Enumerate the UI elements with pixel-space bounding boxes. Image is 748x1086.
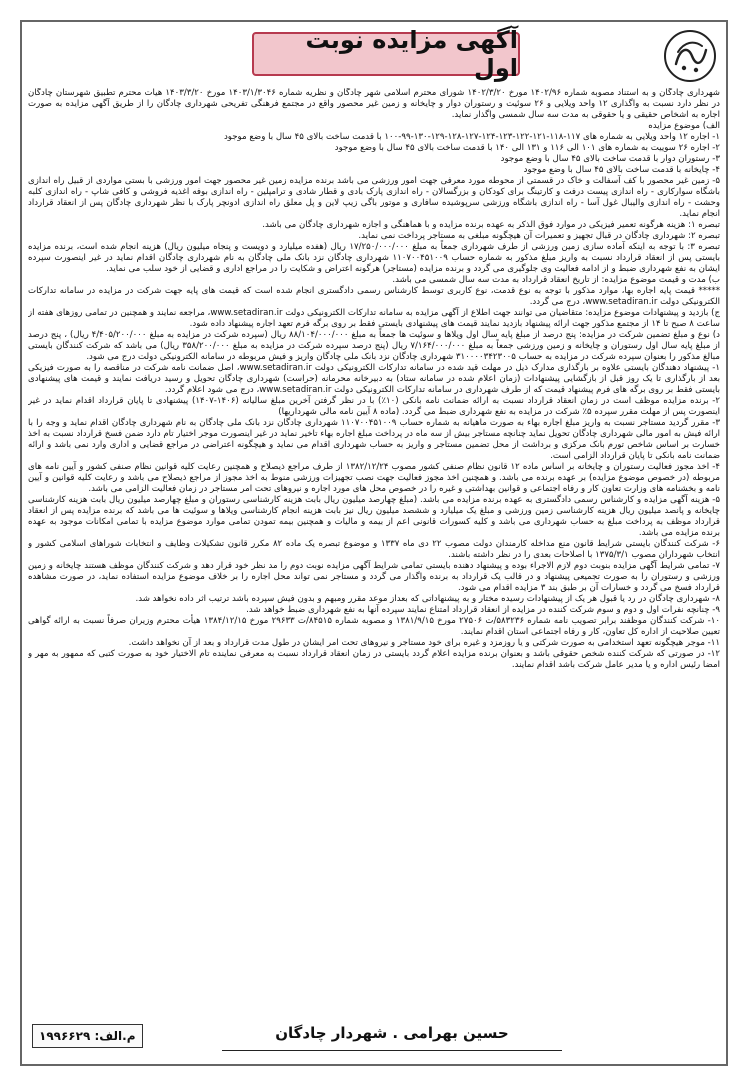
ad-paragraph: ۹- چنانچه نفرات اول و دوم و سوم شرکت کننده در مزایده از انعقاد قرارداد امتناع نمایند سپرده آنها به نفع شهرداری ضبط خواهد شد. (246, 605, 720, 615)
ad-paragraph: ۴- اخذ مجوز فعالیت رستوران و چایخانه بر اساس ماده ۱۲ قانون نظام صنفی کشور مصوب ۱۳۸۲/۱۲/۲۴ از طرف مراجع ذیصلاح و همچنین رعایت کلیه قوانین نظام صنفی کشور و آیین نامه های مربوطه (در خصوص موضوع مزایده) بر عهده برنده می باشد. و همچنین اخذ مجوز فعالیت جهت نصب تجهیزات ورزشی منوط به اخذ مجوز از مراجع ذیصلاح می باشد و رعایت کلیه قوانین و آیین نامه و بخشنامه های وزارت تعاون کار و رفاه اجتماعی و قوانین بهداشتی و غیره را در خصوص محل های مورد اجاره و نیروهای تحت امر مستاجر در زمان فعالیت الزامی می باشد. (28, 462, 720, 494)
ad-header (22, 22, 726, 88)
ad-paragraph: تبصره ۳: با توجه به اینکه آماده سازی زمین ورزشی از طرف شهرداری جمعاً به مبلغ ۱۷/۲۵۰/۰۰۰/۰۰۰ ریال (هفده میلیارد و دویست و پنجاه میلیون ریال) هزینه انجام شده است، برنده مزایده بایستی پس از انعقاد قرارداد نسبت به واریز مبلغ مذکور به شماره حساب ۱۱۰۷۰۰۴۵۱۰۰۹ شهرداری چادگان نزد بانک ملی چادگان به نام شهرداری چادگان اقدام نماید در غیر اینصورت سپرده ایشان به نفع شهرداری ضبط و از ادامه فعالیت وی جلوگیری می گردد و برنده مزایده (مستاجر) هرگونه اعتراض و شکایت را در مراجع اداری و قضایی از خود سلب می نماید. (28, 242, 720, 274)
ad-paragraph: ۵- هزینه آگهی مزایده و کارشناس رسمی دادگستری به عهده برنده مزایده می باشد. (مبلغ چهارصد میلیون ریال بابت هزینه کارشناسی رستوران و مبلغ چهارصد میلیون ریال بابت هزینه کارشناسی چایخانه و پانصد میلیون ریال هزینه کارشناسی زمین ورزشی و مبلغ یک میلیارد و ششصد میلیون ریال نیز بابت هزینه انجام کارشناسی ویلاها و سوئیت ها می باشد که برنده مزایده پس از انعقاد قرارداد موظف به پرداخت مبلغ به حساب شهرداری می باشد و کلیه کسورات قانونی اعم از بیمه و مالیات و همچنین بیمه تمودن تمامی موارد موضوع مزایده با تمامی امکانات موجود به عهده برنده مزایده می باشد. (28, 495, 720, 538)
ad-title: آگهی مزایده نوبت اول (252, 32, 520, 76)
ad-paragraph: ۱۱- موجر هیچگونه تعهد استخدامی به صورت شرکتی و یا روزمزد و غیره برای خود مستاجر و نیروهای تحت امر ایشان در طول مدت قرارداد و بعد از آن نخواهد داشت. (128, 638, 720, 648)
ad-paragraph: ۶- شرکت کنندگان بایستی شرایط قانون منع مداخله کارمندان دولت مصوب ۲۲ دی ماه ۱۳۳۷ و موضوع تبصره یک ماده ۸۲ مکرر قانون تشکیلات وظایف و انتخابات شوراهای اسلامی کشور و انتخاب شهرداران مصوب ۱۳۷۵/۳/۱ با اصلاحات بعدی را در نظر داشته باشند. (28, 539, 720, 560)
ad-paragraph: ۷- تمامی شرایط آگهی مزایده بنوبت دوم لازم الاجراء بوده و پیشنهاد دهنده بایستی تمامی شرایط آگهی مزایده نوبت دوم را مد نظر خود قرار دهد و شرکت کنندگان موظف هستند چایخانه و زمین ورزشی و رستوران را به صورت تجمیعی پیشنهاد و در قالب یک قرارداد به برنده واگذار می گردد و مستاجر نمی تواند محل اجاره را بر خلاف موضوع مزایده استفاده نماید، در صورت مشاهده قرارداد فسخ می گردد و خسارات آن بر طبق بند ۳ مزایده اقدام می شود. (28, 561, 720, 593)
ad-paragraph: تبصره ۱: هزینه هرگونه تعمیر فیزیکی در موارد فوق الذکر به عهده برنده مزایده و با هماهنگی و اجازه شهرداری چادگان می باشد. (262, 220, 720, 230)
ad-paragraph: ۳- رستوران دوار با قدمت ساخت بالای ۴۵ سال با وضع موجود (500, 154, 720, 164)
ad-paragraph: ۲- برنده مزایده موظف است در زمان انعقاد قرارداد نسبت به ارائه ضمانت نامه بانکی (۱۰٪) با در نظر گرفتن آخرین مبلغ سالیانه (۱۴۰۶-۱۴۰۷) پیشنهادی تا پایان قرارداد اقدام نماید در غیر اینصورت پس از مهلت مقرر سپرده ۵٪ شرکت در مزایده به نفع شهرداری ضبط می گردد. (ماده ۸ آیین نامه مالی شهرداریها) (28, 396, 720, 417)
ad-code-badge: م.الف: ۱۹۹۶۶۲۹ (32, 1024, 143, 1048)
ad-paragraph: ب) مدت و قیمت موضوع مزایده: از تاریخ انعقاد قرارداد به مدت سه سال شمسی می باشد. (392, 275, 720, 285)
ad-footer (22, 1018, 726, 1064)
ad-paragraph: ۱۰- شرکت کنندگان موظفند برابر تصویب نامه شماره ۵۸۳۲۳۶/ت ۲۷۵۰۶ مورخ ۱۳۸۱/۹/۱۵ و مصوبه شماره ۸۴۵۱۵/ت ۲۹۶۳۳ مورخ ۱۳۸۴/۱۲/۱۵ هیأت محترم وزیران صرفاً نسبت به ارائه گواهی تعیین صلاحیت از اداره کل تعاون، کار و رفاه اجتماعی استان اقدام نمایند. (28, 616, 720, 637)
ad-paragraph: شهرداری چادگان و به استناد مصوبه شماره ۱۴۰۲/۹۶ مورخ ۱۴۰۲/۳/۲۰ شورای محترم اسلامی شهر چادگان و نظریه شماره ۱۴۰۳/۱/۳۰۴۶ مورخ ۱۴۰۳/۳/۲۰ هیأت محترم تطبیق شهرستان چادگان در نظر دارد نسبت به واگذاری ۱۲ واحد ویلایی و ۲۶ سوئیت و رستوران دوار و چایخانه و زمین غیر محصور واقع در مجتمع فرهنگی تفریحی شهرداری چادگان را از طریق آگهی مزایده به صورت اجاره به اشخاص حقیقی و یا حقوقی به مدت سه سال شمسی واگذار نماید. (28, 88, 720, 120)
ad-paragraph: الف) موضوع مزایده (648, 121, 720, 131)
signature-underline (222, 1050, 562, 1051)
ad-paragraph: ***** قیمت پایه اجاره بها، موارد مذکور با توجه به نوع قدمت، نوع کاربری توسط کارشناس رسمی دادگستری انجام شده است که قیمت های پایه جهت شرکت در مزایده در سامانه تدارکات الکترونیکی دولت www.setadiran.ir، درج می گردد. (28, 286, 720, 307)
ad-paragraph: ۲- اجاره ۲۶ سوییت به شماره های ۱۰۱ الی ۱۱۶ و ۱۳۱ الی ۱۴۰ با قدمت ساخت بالای ۴۵ سال با وضع موجود (334, 143, 720, 153)
ad-paragraph: ۱- اجاره ۱۲ واحد ویلایی به شماره های ۱۱۷-۱۱۸-۱۲۱-۱۲۲-۱۲۳-۱۲۴-۱۲۷-۱۲۸-۱۲۹-۱۳۰-۹۹-۱۰۰ با قدمت ساخت بالای ۴۵ سال با وضع موجود (223, 132, 720, 142)
ad-paragraph: ۵- زمین غیر محصور با کف آسفالت و خاک در قسمتی از محوطه مورد معرفی جهت امور ورزشی می باشد برنده مزایده زمین غیر محصور جهت امور ورزشی با بستی مواردی از قبیل راه اندازی باشگاه سوارکاری - راه اندازی پیست درفت و کارتینگ برای کودکان و بزرگسالان - راه اندازی پارک بادی و قطار شادی و ترامپلین - راه اندازی بوفه اغذیه فروشی و کافی شاپ - راه اندازی کلبه وحشت - راه اندازی والیبال غول آسا - راه اندازی باشگاه ورزشی سرپوشیده سافاری و موتور باگی زیپ لاین و پل معلق راه اندازی ادونچر پارک با نظر شهرداری چادگان پس از انعقاد قرارداد انجام نماید. (28, 176, 720, 219)
ad-paragraph: ۸- شهرداری چادگان در رد یا قبول هر یک از پیشنهادات رسیده مختار و به پیشنهاداتی که بعداز موعد مقرر ومبهم و بدون فیش سپرده باشد ترتیب اثر داده نخواهد شد. (135, 594, 720, 604)
ad-paragraph: ۴- چایخانه با قدمت ساخت بالای ۴۵ سال با وضع موجود (523, 165, 720, 175)
ad-paragraph: تبصره ۲: شهرداری چادگان در قبال تجهیز و تعمیرات آن هیچگونه مبلغی به مستاجر پرداخت نمی نماید. (358, 231, 720, 241)
signature: حسین بهرامی . شهردار چادگان (275, 1024, 509, 1042)
ad-paragraph: ج) بازدید و پیشنهادات موضوع مزایده: متقاضیان می توانند جهت اطلاع از آگهی مزایده به سامانه تدارکات الکترونیکی دولت www.setadiran.ir، مراجعه نمایند و همچنین در تمامی روزهای هفته از ساعت ۸ صبح تا ۱۴ از مجتمع مذکور جهت ارائه پیشنهاد بازدید نمایند قیمت های پیشنهادی بایستی فقط بر روی برگه فرم تعهد اجاره پیشنهاد داده شود. (28, 308, 720, 329)
ad-paragraph: د) نوع و مبلغ تضمین شرکت در مزایده: پنج درصد از مبلغ پایه سال اول ویلاها و سوئیت ها جمعاً به مبلغ ۸۸/۱۰۴/۰۰۰/۰۰۰ ریال (سپرده شرکت در مزایده به مبلغ ۴/۴۰۵/۲۰۰/۰۰۰ ریال) ، پنج درصد از مبلغ پایه سال اول رستوران و چایخانه و زمین ورزشی جمعاً به مبلغ ۷/۱۶۴/۰۰۰/۰۰۰ ریال (پنج درصد سپرده شرکت در مزایده به مبلغ ۳۵۸/۲۰۰/۰۰۰ ریال) می باشد که شرکت کنندگان بایستی مبالغ مذکور را بعنوان سپرده شرکت در مزایده به حساب ۳۱۰۰۰۰۳۴۲۳۰۰۵ شهرداری چادگان نزد بانک ملی چادگان واریز و فیش مربوطه در سامانه الکترونیکی دولت درج می شود. (28, 330, 720, 362)
ad-paragraph: ۱- پیشنهاد دهندگان بایستی علاوه بر بارگذاری مدارک ذیل در مهلت قید شده در سامانه تدارکات الکترونیکی دولت www.setadiran.ir، اصل ضمانت نامه شرکت در مناقصه را به صورت فیزیکی بعد از بارگذاری تا یک روز قبل از بازگشایی پیشنهادات (زمان اعلام شده در سامانه ستاد) به دبیرخانه محرمانه (حراست) شهرداری چادگان تحویل و رسید دریافت نمایند و قیمت های پیشنهادی بایستی فقط بر روی برگه های فرم پیشنهاد قیمت که از طرف شهرداری در سامانه تدارکات الکترونیکی دولت www.setadiran.ir، درج می شود اعلام گردد. (28, 363, 720, 395)
ad-paragraph: ۳- مقرر گردید مستاجر نسبت به واریز مبلغ اجاره بهاء به صورت ماهیانه به شماره حساب ۱۱۰۷۰۰۴۵۱۰۰۹ شهرداری چادگان نزد بانک ملی چادگان به نام شهرداری چادگان اقدام نماید و وجه را با ارائه فیش به امور مالی شهرداری چادگان تحویل نماید چنانچه مستاجر بیش از سه ماه در پرداخت مبلغ اجاره بهاء تاخیر نماید در غیر اینصورت موجر اختیار تام دارد ضمن فسخ قرارداد نسبت به اخذ خسارت بر اساس شاخص تورم بانک مرکزی و برداشت از محل تضمین مستاجر و واریز به حساب شهرداری اقدام می نماید و هیچگونه اعتراضی در مراجع قضایی و اداری وارد نمی باشد و ارائه ضمانت نامه بانکی تا پایان قرارداد الزامی است. (28, 418, 720, 461)
municipality-logo-icon (662, 28, 718, 84)
ad-paragraph: ۱۲- در صورتی که شرکت کننده شخص حقوقی باشد و بعنوان برنده مزایده اعلام گردد بایستی در زمان انعقاد قرارداد نسبت به معرفی نماینده تام الاختیار خود به صورت کتبی که ممهور به مهر و امضا رئیس اداره و یا مدیر عامل شرکت باشد اقدام نمایند. (28, 649, 720, 670)
ad-body (28, 88, 720, 1018)
